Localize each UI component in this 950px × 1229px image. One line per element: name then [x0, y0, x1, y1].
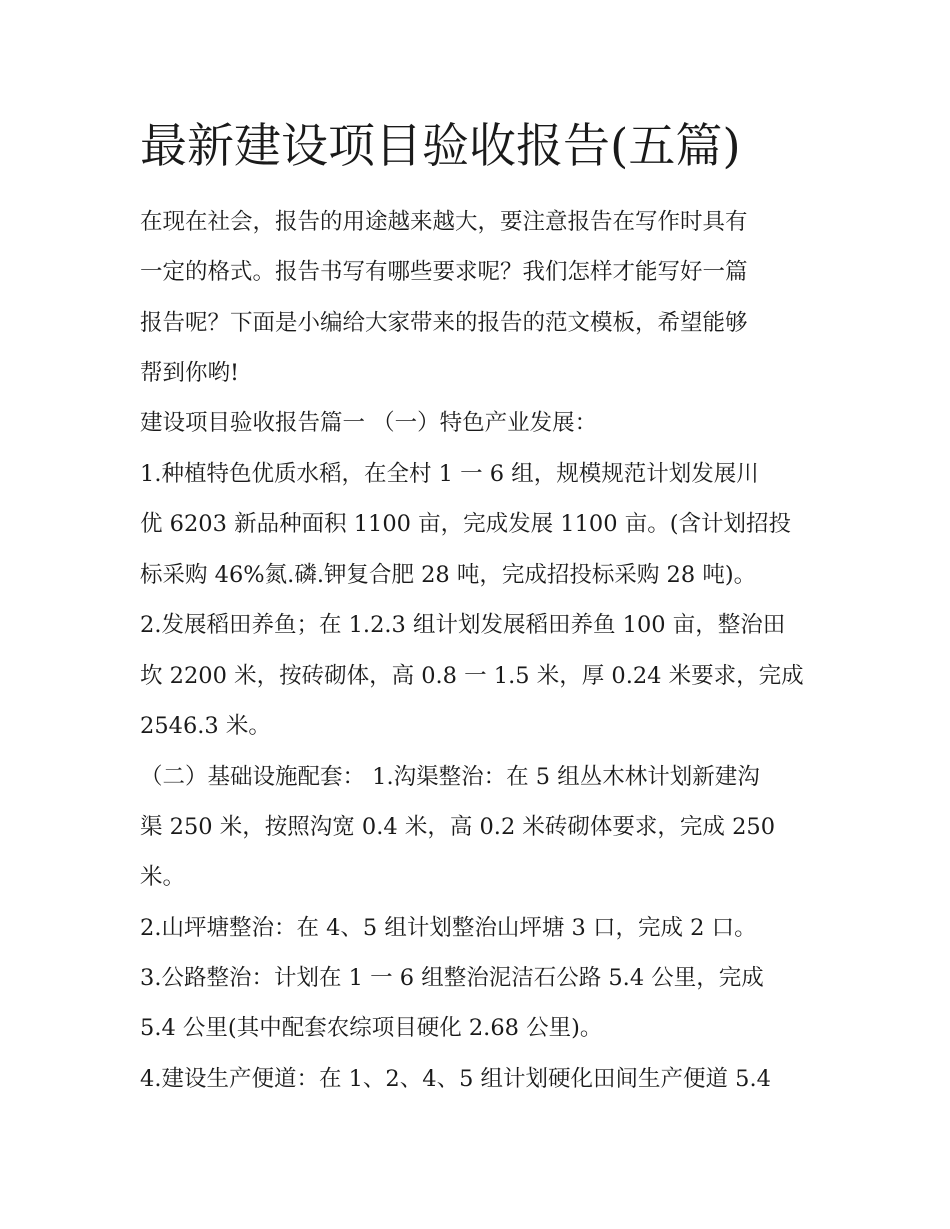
- paragraph-line: 2546.3 米。: [140, 713, 271, 739]
- paragraph-line: 3.公路整治：计划在 1 一 6 组整治泥洁石公路 5.4 公里，完成: [140, 965, 764, 991]
- paragraph-line: 4.建设生产便道：在 1、2、4、5 组计划硬化田间生产便道 5.4: [140, 1066, 771, 1092]
- paragraph-line: 5.4 公里(其中配套农综项目硬化 2.68 公里)。: [140, 1015, 603, 1041]
- paragraph-line: 在现在社会，报告的用途越来越大，要注意报告在写作时具有: [140, 209, 748, 235]
- paragraph-line: 一定的格式。报告书写有哪些要求呢？我们怎样才能写好一篇: [140, 259, 748, 285]
- paragraph-line: 2.发展稻田养鱼；在 1.2.3 组计划发展稻田养鱼 100 亩，整治田: [140, 612, 786, 638]
- paragraph-line: 坎 2200 米，按砖砌体，高 0.8 一 1.5 米，厚 0.24 米要求，完成: [140, 663, 804, 689]
- document-title: 最新建设项目验收报告(五篇): [140, 119, 741, 174]
- paragraph-line: 优 6203 新品种面积 1100 亩，完成发展 1100 亩。(含计划招投: [140, 511, 791, 537]
- paragraph-line: 帮到你哟!: [140, 360, 240, 386]
- section-heading: 建设项目验收报告篇一 （一）特色产业发展：: [140, 410, 598, 436]
- paragraph-line: 2.山坪塘整治：在 4、5 组计划整治山坪塘 3 口，完成 2 口。: [140, 915, 757, 941]
- paragraph-line: 渠 250 米，按照沟宽 0.4 米，高 0.2 米砖砌体要求，完成 250: [140, 814, 776, 840]
- paragraph-line: 1.种植特色优质水稻，在全村 1 一 6 组，规模规范计划发展川: [140, 461, 759, 487]
- paragraph-line: 米。: [140, 864, 186, 890]
- paragraph-line: （二）基础设施配套： 1.沟渠整治：在 5 组丛木林计划新建沟: [140, 764, 760, 790]
- paragraph-line: 报告呢？下面是小编给大家带来的报告的范文模板，希望能够: [140, 310, 748, 336]
- paragraph-line: 标采购 46%氮.磷.钾复合肥 28 吨，完成招投标采购 28 吨)。: [140, 562, 757, 588]
